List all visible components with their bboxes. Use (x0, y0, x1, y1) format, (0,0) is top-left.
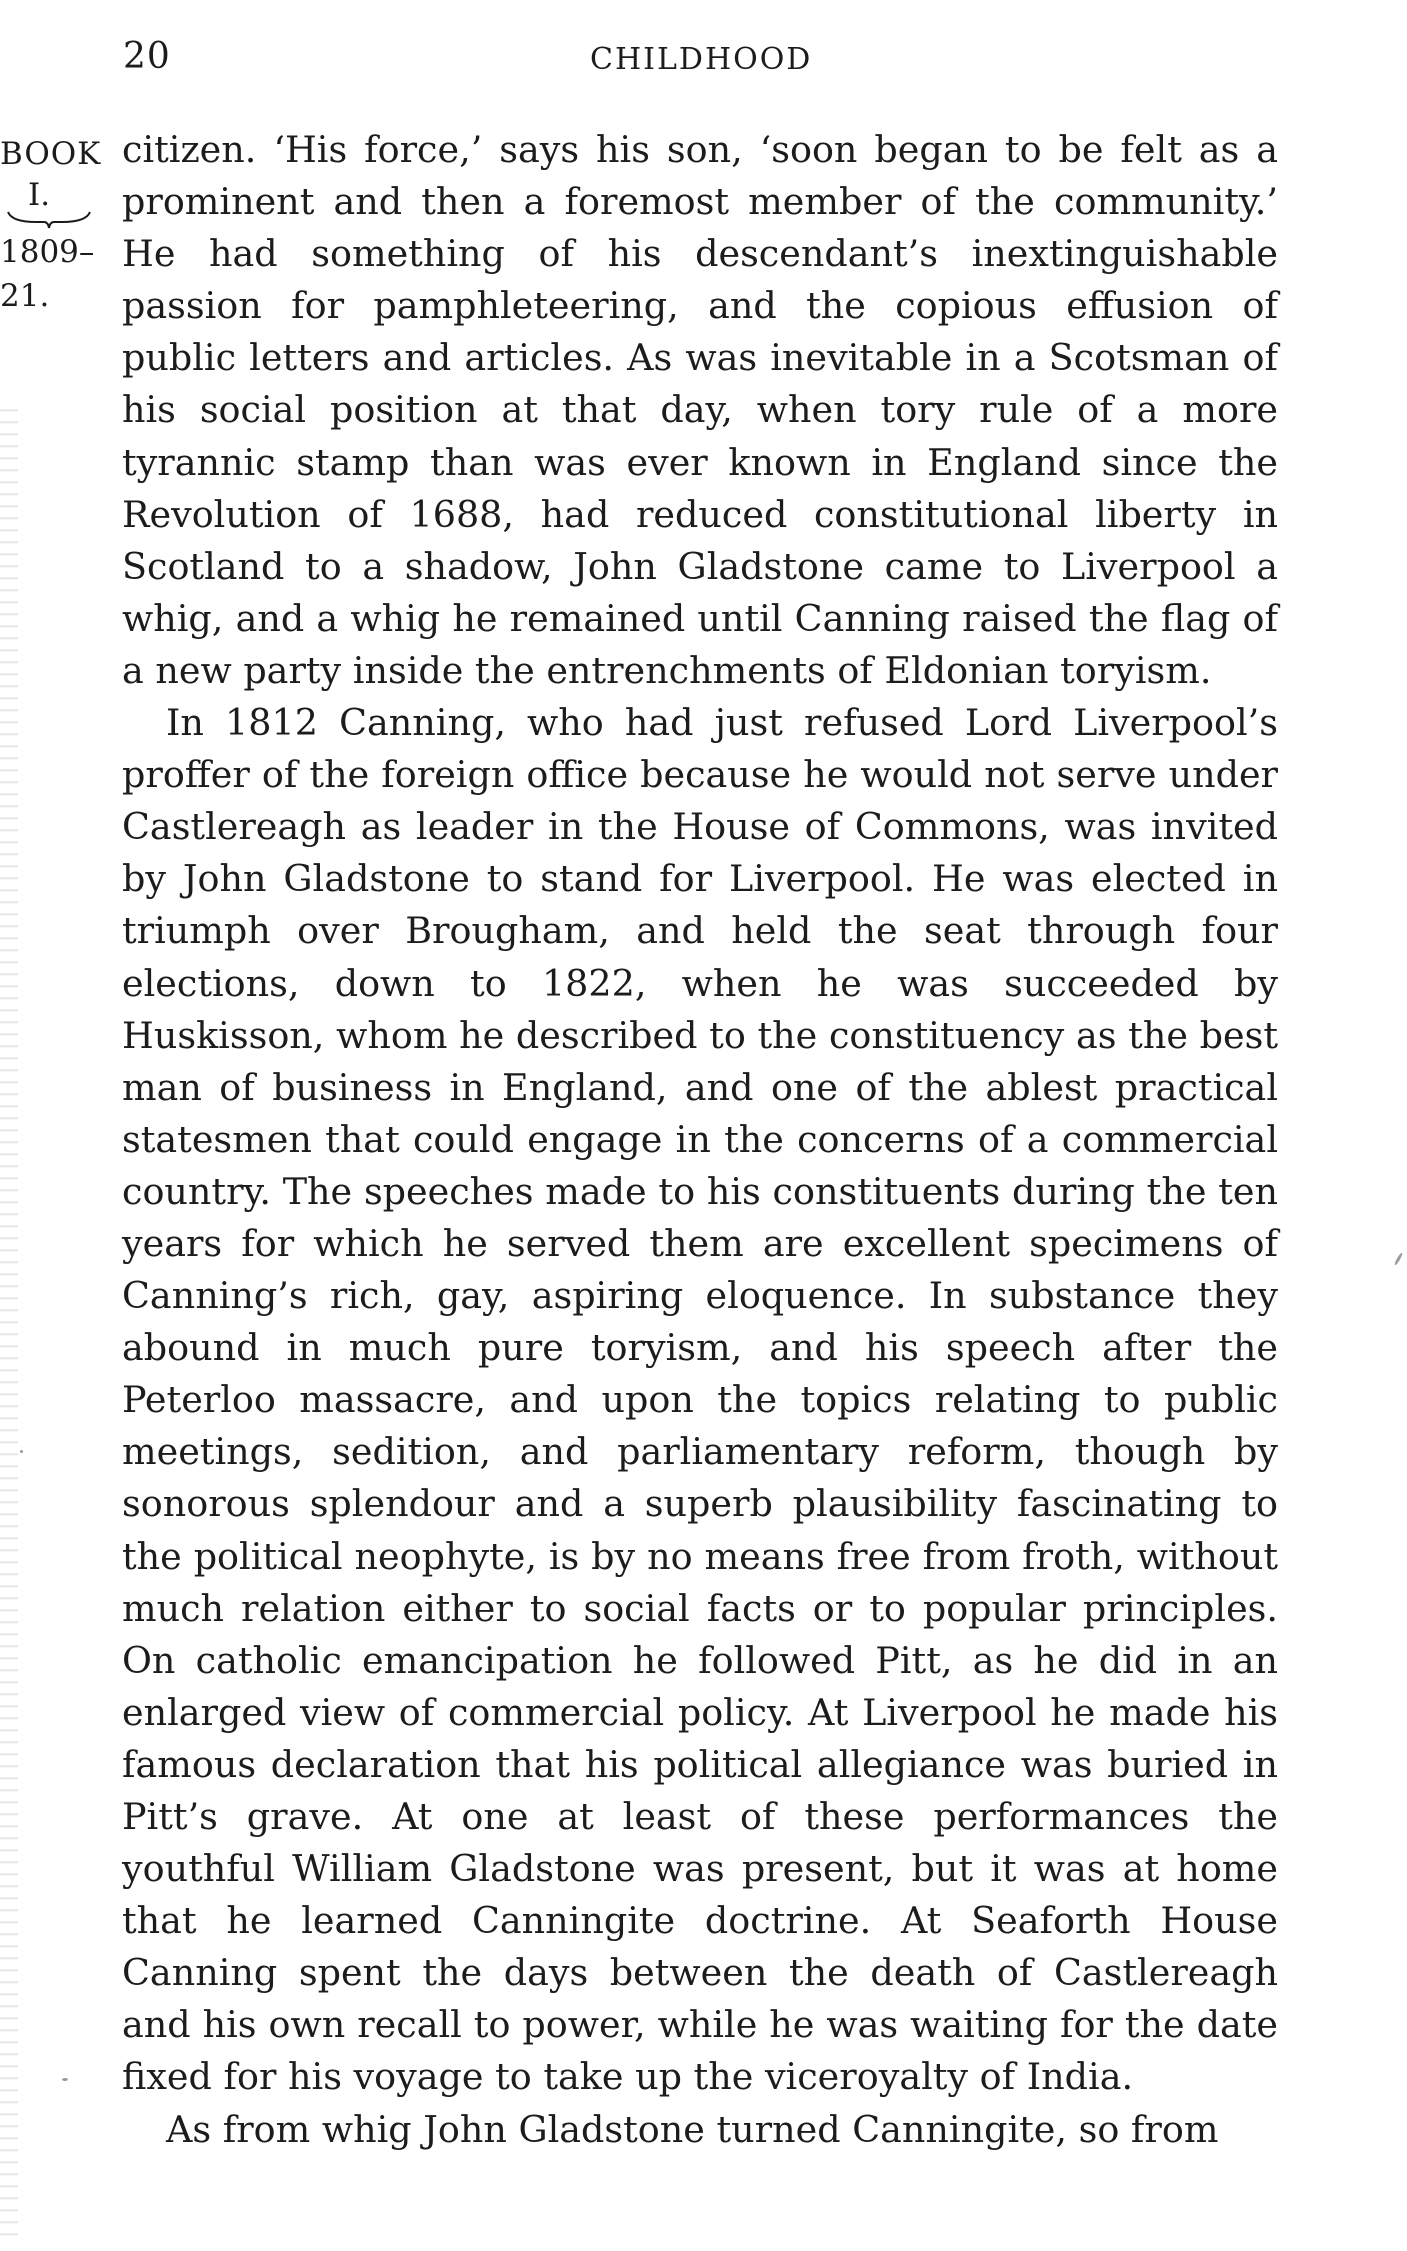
margin-book-label: BOOK (0, 136, 102, 172)
running-head: CHILDHOOD (590, 42, 813, 77)
margin-volume-label: I. (28, 177, 51, 213)
page-number: 20 (123, 36, 171, 77)
margin-note (0, 128, 110, 318)
paragraph-1: citizen. ‘His force,’ says his son, ‘soon began to be felt as a prominent and then a foremost member of the community.’ He had something of his descendant’s inextinguishable passion for pamphleteering, and the copious effusion of public letters and articles. As was inevitable in a Scotsman of his social position at that day, when tory rule of a more tyrannic stamp than was ever known in England since the Revolution of 1688, had reduced constitutional liberty in Scotland to a shadow, John Gladstone came to Liverpool a whig, and a whig he remained until Canning raised the flag of a new party inside the entrenchments of Eldonian toryism. (122, 128, 1278, 692)
scan-speck (62, 2078, 68, 2081)
paragraph-3: As from whig John Gladstone turned Canningite, so from (166, 2107, 1219, 2151)
margin-brace-icon (6, 210, 92, 230)
margin-years-label: 1809–21. (0, 234, 95, 314)
page-header (0, 36, 1407, 80)
paragraph-2: In 1812 Canning, who had just refused Lord Liverpool’s proffer of the foreign office because he would not serve under Castlereagh as leader in the House of Commons, was invited by John Gladstone to stand for Liverpool. He was elected in triumph over Brougham, and held the seat through four elections, down to 1822, when he was succeeded by Huskisson, whom he described to the constituency as the best man of business in England, and one of the ablest practical statesmen that could engage in the concerns of a commercial country. The speeches made to his constituents during the ten years for which he served them are excellent specimens of Canning’s rich, gay, aspiring eloquence. In substance they abound in much pure toryism, and his speech after the Peterloo massacre, and upon the topics relating to public meetings, sedition, and parliamentary reform, though by sonorous splendour and a superb plausibility fascinating to the political neophyte, is by no means free from froth, without much relation either to social facts or to popular principles. On catholic emancipation he followed Pitt, as he did in an enlarged view of commercial policy. At Liverpool he made his famous declaration that his political allegiance was buried in Pitt’s grave. At one at least of these performances the youthful William Gladstone was present, but it was at home that he learned Canningite doctrine. At Seaforth House Canning spent the days between the death of Castlereagh and his own recall to power, while he was waiting for the date fixed for his voyage to take up the viceroyalty of India. (122, 701, 1278, 2099)
scan-gutter-noise (0, 400, 18, 2240)
scan-speck (1394, 1252, 1404, 1266)
scan-speck (20, 1450, 23, 1453)
body-text (122, 124, 1278, 2156)
